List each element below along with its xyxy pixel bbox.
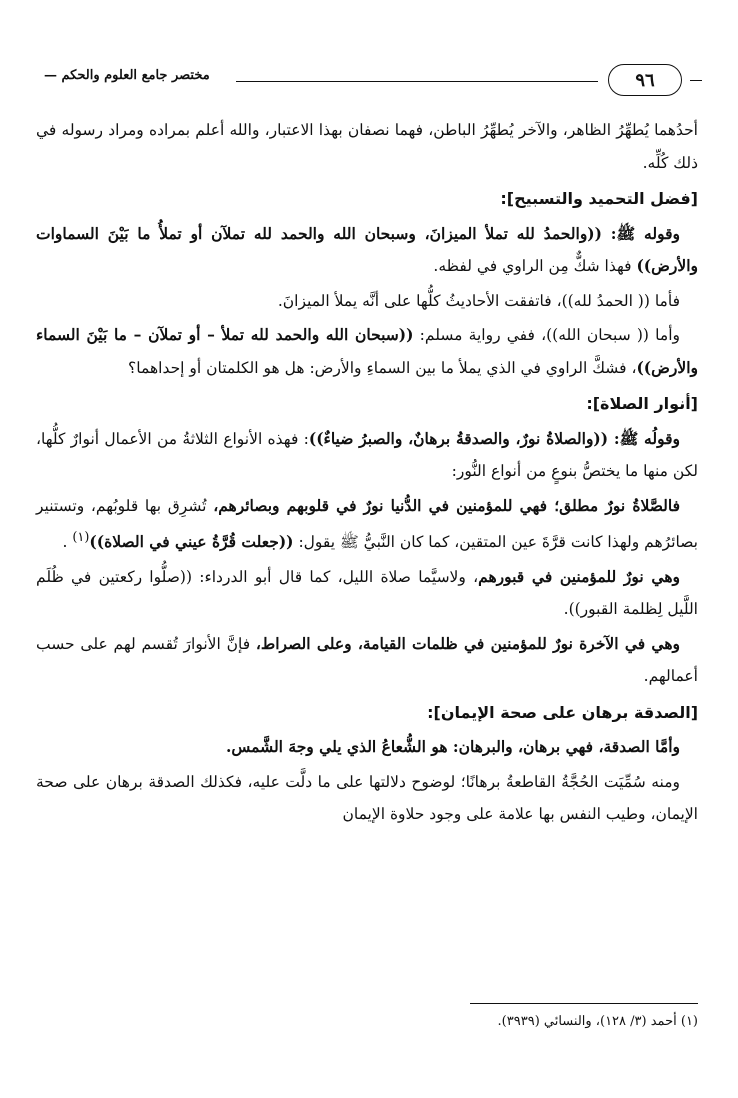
bold-lead: وهي نورٌ للمؤمنين في قبورهم <box>478 566 680 586</box>
header-dash <box>690 80 702 81</box>
footnote-marker: (١) <box>72 530 90 545</box>
main-text <box>36 114 698 833</box>
paragraph: ومنه سُمِّيَت الحُجَّةُ القاطعةُ برهانًا؛ لوضوح دلالتها على ما دلَّت عليه، فكذلك الصدقة برهان على صحة الإيمان، وطيب النفس بها علامة على وجود حلاوة الإيمان <box>36 772 698 824</box>
paragraph-text: فهذا شكٌّ مِن الراوي في لفظه. <box>433 257 637 275</box>
paragraph: أحدُهما يُطهِّرُ الظاهر، والآخر يُطهِّرُ الباطن، فهما نصفان بهذا الاعتبار، والله أعلم بمراده ومراد رسوله في ذلك كُلِّه. <box>36 121 698 172</box>
paragraph <box>36 628 698 693</box>
paragraph-text: تُشرِق بها قلوبُهم، وتستنير بصائرُهم ولهذا كانت قرَّةَ عين المتقين، كما كان النَّبيُّ ﷺ يقول: <box>36 496 698 552</box>
paragraph <box>36 218 698 283</box>
section-heading: [فضل التحميد والتسبيح]: <box>500 189 698 208</box>
bold-lead: وأمَّا الصدقة، فهي برهان، والبرهان: هو الشُّعاعُ الذي يلي وجهَ الشَّمس. <box>226 737 680 757</box>
bold-lead: وهي في الآخرة نورٌ للمؤمنين في ظلمات القيامة، وعلى الصراط، <box>255 633 680 653</box>
paragraph <box>36 731 698 764</box>
section-heading: [الصدقة برهان على صحة الإيمان]: <box>427 702 698 722</box>
paragraph-text: ، ولاسيَّما صلاة الليل، كما قال أبو الدرداء: ((صلُّوا ركعتين في ظُلَم اللَّيل لِظلمة القبور)). <box>36 567 698 619</box>
book-title: مختصر جامع العلوم والحكم — <box>44 68 210 83</box>
running-header <box>36 58 702 102</box>
hadith-quote: ((جعلت قُرَّةُ عيني في الصلاة)) <box>89 532 294 552</box>
hadith-quote: ((سبحان الله والحمد لله تملأ – أو تملآن – ما بَيْنَ السماء والأرض)) <box>36 325 698 377</box>
footnote-rule <box>470 1003 698 1004</box>
paragraph <box>36 423 698 488</box>
paragraph-text: فإنَّ الأنوارَ تُقسم لهم على حسب أعمالهم. <box>36 634 698 686</box>
paragraph <box>36 319 698 384</box>
paragraph-text: ، فشكَّ الراوي في الذي يملأ ما بين السماءِ والأرض: هل هو الكلمتان أو إحداهما؟ <box>128 358 637 377</box>
section-heading: [أنوار الصلاة]: <box>586 394 698 413</box>
paragraph: فالصَّلاةُ نورٌ مطلق؛ فهي للمؤمنين في الدُّنيا نورٌ في قلوبهم وبصائرهم، تُشرِق بها قلوبُهم، وتستنير بصائرُهم ولهذا كانت قرَّةَ عين المتقين، كما كان النَّبيُّ ﷺ يقول: ((جعلت قُرَّةُ عيني في الصلاة))$^{(١)}$ . <box>36 495 698 552</box>
footnote: (١) أحمد (٣/ ١٢٨)، والنسائي (٣٩٣٩). <box>497 1014 698 1029</box>
paragraph: فأما (( الحمدُ لله))، فاتفقت الأحاديثُ كلُّها على أنَّه يملأ الميزانَ. <box>277 291 680 310</box>
page-number: ٩٦ <box>608 64 682 96</box>
header-rule <box>236 81 598 82</box>
hadith-quote: وقولُه ﷺ: ((والصلاةُ نورٌ، والصدقةُ برهانٌ، والصبرُ ضياءٌ)) <box>308 428 680 448</box>
paragraph-text: : فهذه الأنواع الثلاثةُ من الأعمال أنوارٌ كلُّها، لكن منها ما يختصُّ بنوعٍ من أنواع النُّور: <box>36 429 698 480</box>
bold-lead: فالصَّلاةُ نورٌ مطلق؛ فهي للمؤمنين في الدُّنيا نورٌ في قلوبهم وبصائرهم، <box>213 495 680 515</box>
hadith-quote: وقوله ﷺ: ((والحمدُ لله تملأ الميزانَ، وسبحان الله والحمد لله تملآن أو تملأُ ما بَيْنَ السماوات والأرض)) <box>36 223 698 275</box>
paragraph-text: وأما (( سبحان الله))، ففي رواية مسلم: <box>413 326 680 344</box>
paragraph <box>36 561 698 626</box>
